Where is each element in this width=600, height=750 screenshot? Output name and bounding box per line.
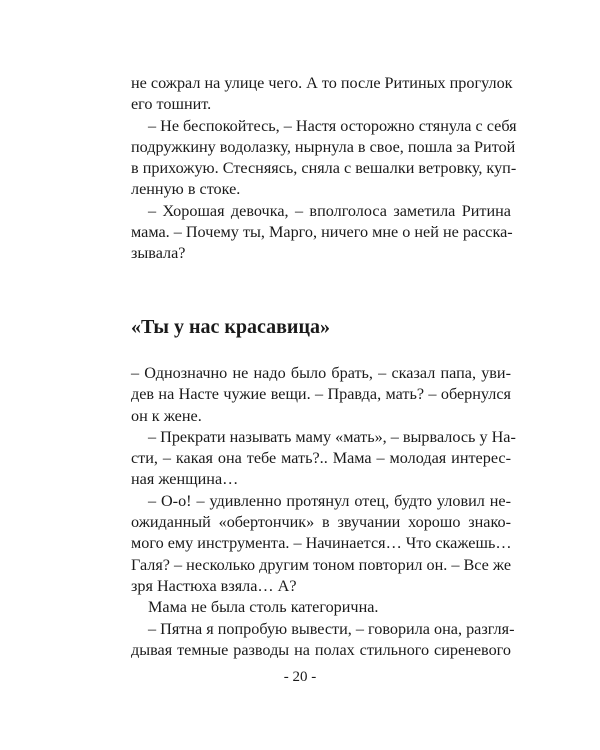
text-line: сти, – какая она тебе мать?.. Мама – молодая интерес-	[131, 449, 511, 468]
text-line: Галя? – несколько другим тоном повторил он. – Все же	[131, 555, 512, 574]
text-line: – О-о! – удивленно протянул отец, будто уловил не-	[148, 491, 511, 510]
text-block-top	[131, 73, 517, 265]
chapter-heading: «Ты у нас красавица»	[131, 316, 330, 338]
text-line: дев на Насте чужие вещи. – Правда, мать? – обернулся	[131, 385, 511, 404]
text-line: – Хорошая девочка, – вполголоса заметила Ритина	[148, 201, 511, 220]
text-line: – Не беспокойтесь, – Настя осторожно стянула с себя	[148, 116, 517, 135]
text-line: – Прекрати называть маму «мать», – вырвалось у На-	[148, 427, 516, 446]
text-line: зывала?	[131, 244, 186, 263]
text-line: он к жене.	[131, 406, 202, 425]
text-line: дывая темные разводы на полах стильного сиреневого	[131, 640, 511, 659]
page-number: - 20 -	[283, 669, 317, 685]
text-line: Мама не была столь категорична.	[148, 598, 379, 617]
text-block-bottom	[131, 363, 516, 661]
text-line: – Однозначно не надо было брать, – сказал папа, уви-	[131, 364, 511, 382]
text-line: его тошнит.	[131, 95, 212, 114]
text-line: ная женщина…	[131, 470, 239, 489]
text-line: ленную в стоке.	[131, 180, 241, 199]
text-line: подружкину водолазку, нырнула в свое, пошла за Ритой	[131, 137, 516, 156]
text-line: не сожрал на улице чего. А то после Ритиных прогулок	[131, 74, 513, 92]
text-line: мого ему инструмента. – Начинается… Что скажешь…	[131, 534, 512, 553]
text-line: ожиданный «обертончик» в звучании хорошо знако-	[131, 513, 511, 532]
text-line: – Пятна я попробую вывести, – говорила она, разгля-	[148, 619, 515, 638]
text-line: в прихожую. Стесняясь, сняла с вешалки ветровку, куп-	[131, 159, 517, 178]
text-line: зря Настюха взяла… А?	[131, 576, 297, 595]
text-line: мама. – Почему ты, Марго, ничего мне о ней не расска-	[131, 223, 513, 242]
